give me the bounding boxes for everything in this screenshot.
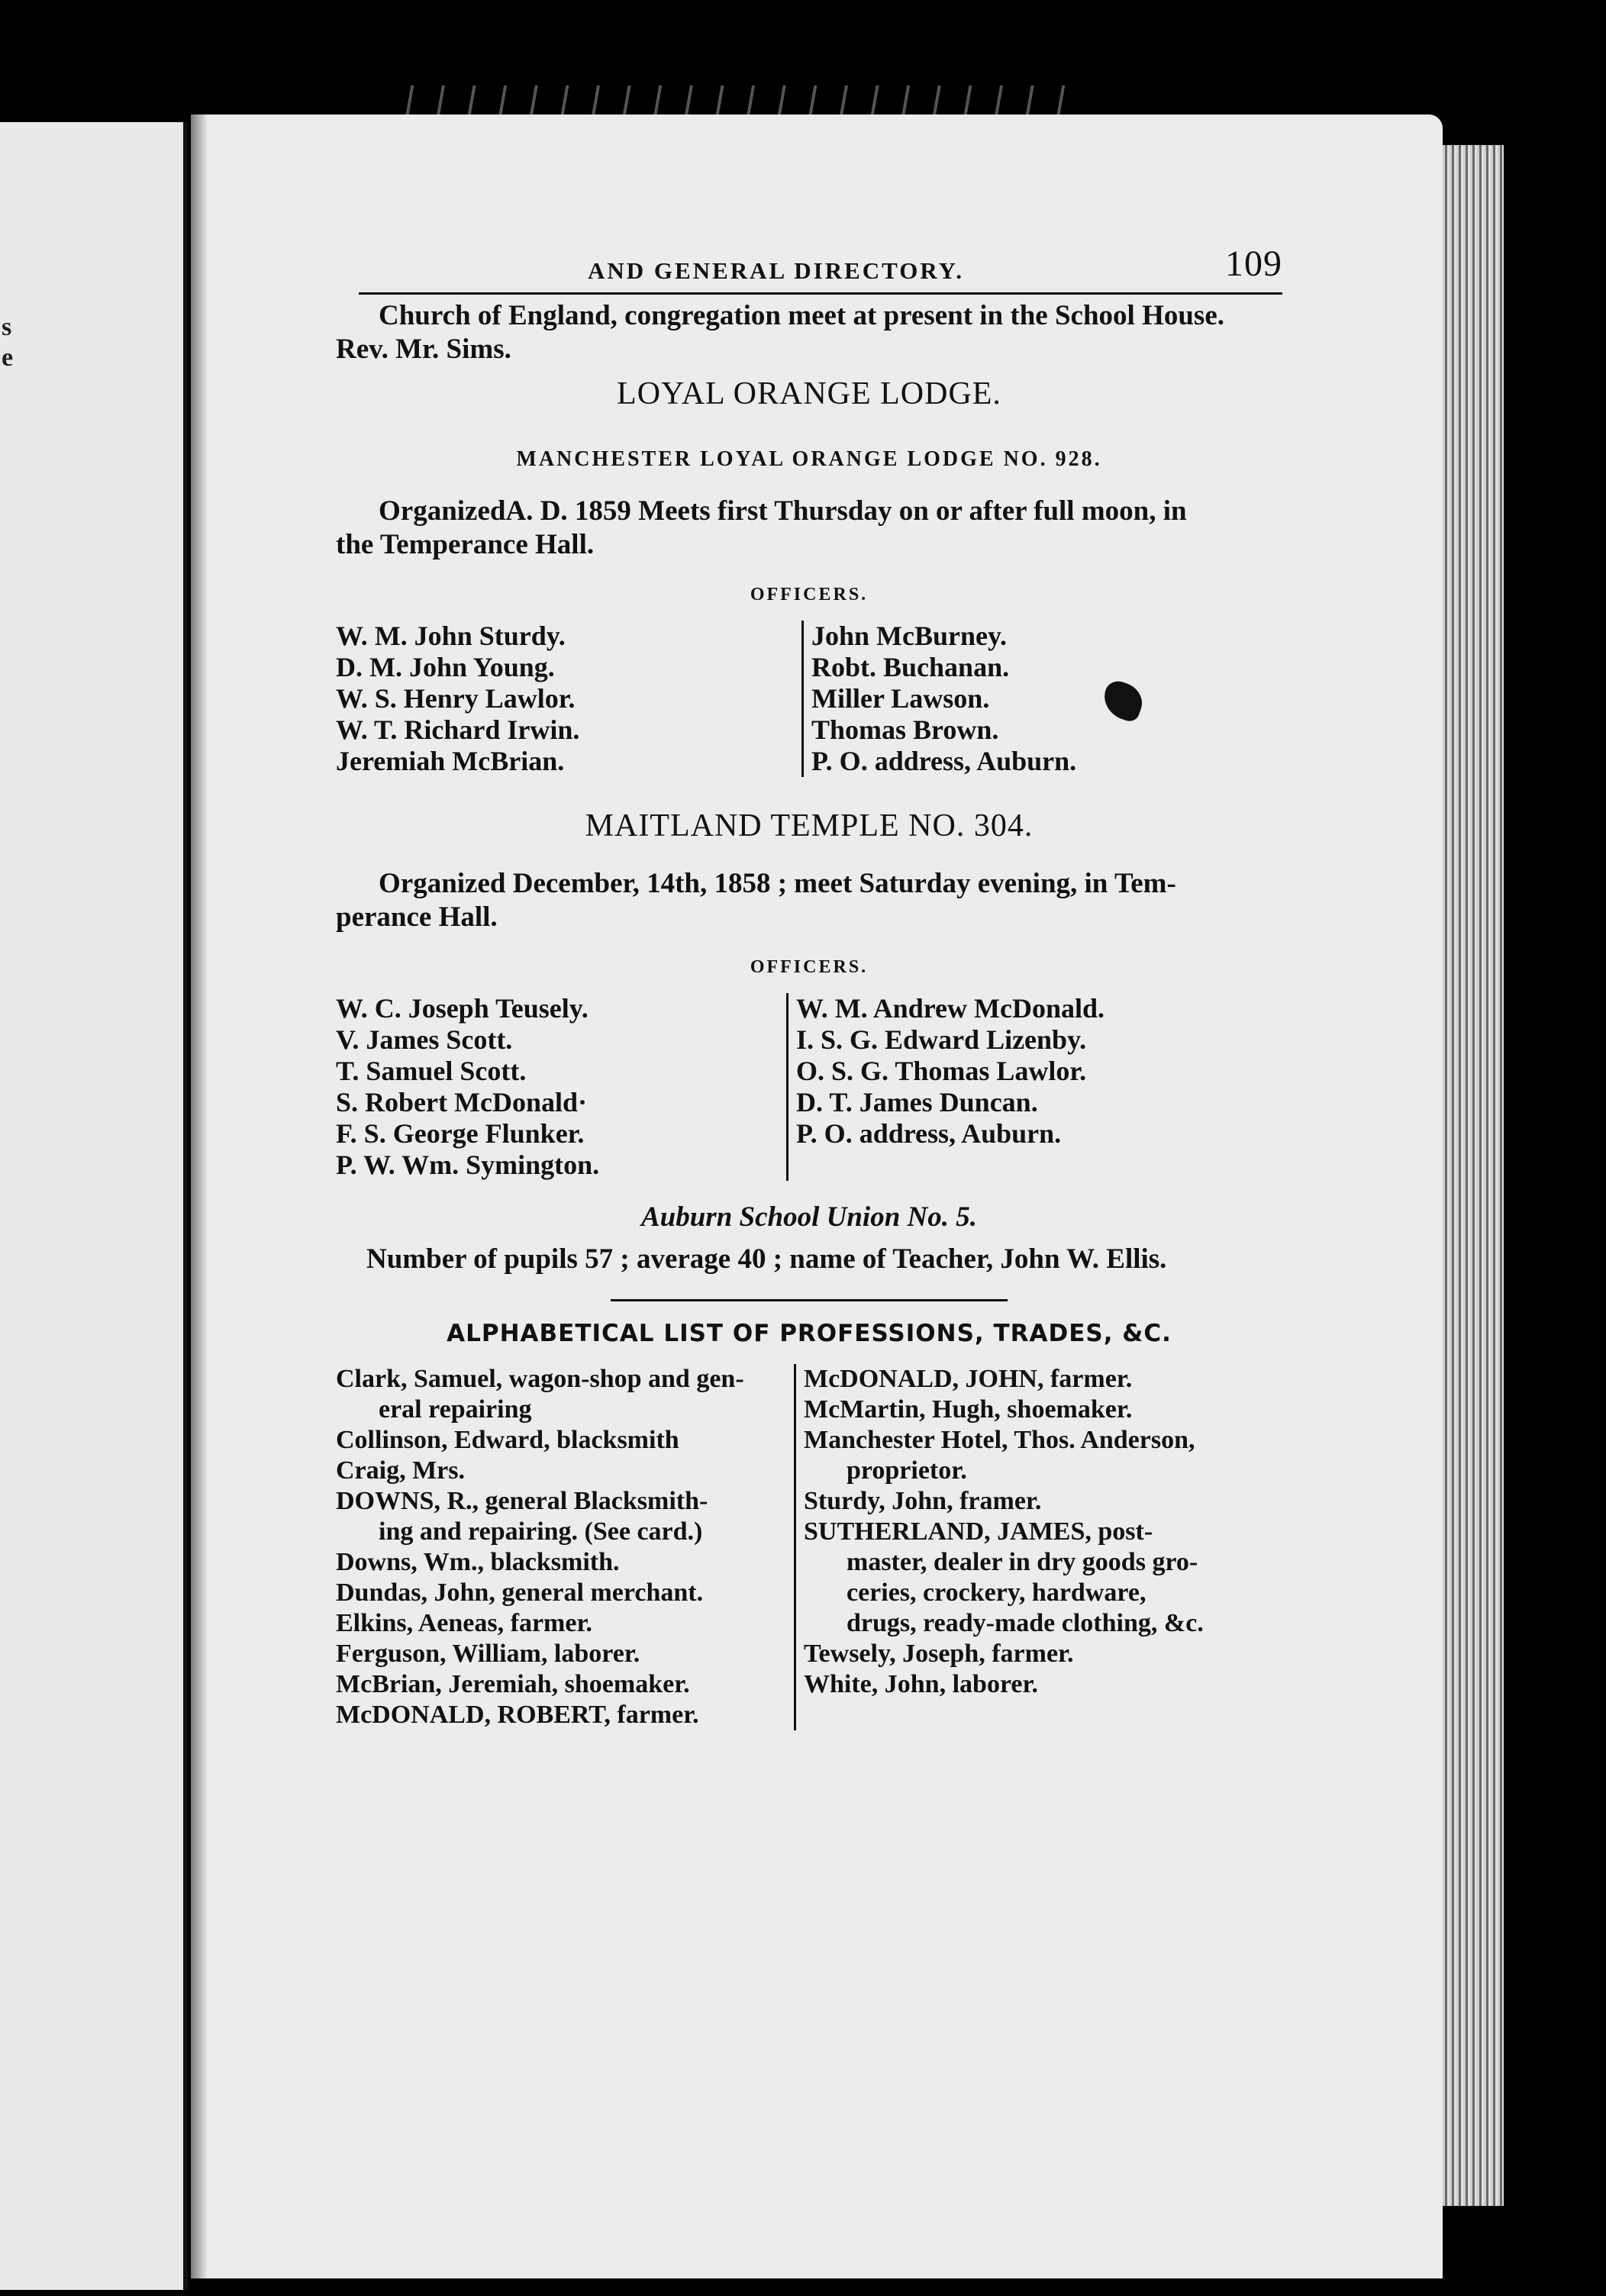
officer-entry: D. M. John Young.: [336, 652, 555, 682]
officer-entry: F. S. George Flunker.: [336, 1118, 585, 1149]
loyal-orange-title: LOYAL ORANGE LODGE.: [617, 376, 1001, 411]
loyal-orange-officers: [336, 621, 1282, 777]
section-rule: [611, 1299, 1008, 1301]
maitland-title: MAITLAND TEMPLE NO. 304.: [585, 808, 1034, 843]
officer-entry: P. W. Wm. Symington.: [336, 1150, 600, 1180]
list-item: White, John, laborer.: [804, 1670, 1038, 1698]
officer-entry: W. C. Joseph Teusely.: [336, 993, 589, 1024]
maitland-venue: perance Hall.: [336, 901, 498, 933]
officer-entry: Miller Lawson.: [811, 683, 990, 714]
facing-page: [0, 122, 188, 2290]
alpha-left-column: [336, 1364, 794, 1730]
list-item: McBrian, Jeremiah, shoemaker.: [336, 1670, 690, 1698]
list-item: Sturdy, John, framer.: [804, 1487, 1042, 1515]
list-item: Craig, Mrs.: [336, 1456, 466, 1485]
officer-entry: W. M. John Sturdy.: [336, 621, 566, 651]
list-item: Manchester Hotel, Thos. Anderson, proprietor.: [804, 1426, 1195, 1485]
list-item: Dundas, John, general merchant.: [336, 1578, 704, 1607]
list-item: McDONALD, JOHN, farmer.: [804, 1365, 1133, 1393]
list-item: Clark, Samuel, wagon-shop and gen- eral repairing: [336, 1365, 744, 1424]
edge-letter: e: [2, 343, 14, 372]
header-rule: [359, 292, 1282, 295]
loyal-orange-organized: OrganizedA. D. 1859 Meets first Thursday on or after full moon, in: [379, 495, 1187, 527]
top-edge-smudge: [397, 85, 1084, 116]
officer-entry: W. S. Henry Lawlor.: [336, 683, 576, 714]
officer-entry: W. T. Richard Irwin.: [336, 714, 580, 745]
school-details: Number of pupils 57 ; average 40 ; name of Teacher, John W. Ellis.: [366, 1243, 1167, 1275]
running-head-title: AND GENERAL DIRECTORY.: [588, 257, 964, 284]
spine-shadow: [191, 114, 208, 2278]
alpha-right-column: [794, 1364, 1277, 1730]
list-item: DOWNS, R., general Blacksmith- ing and repairing. (See card.): [336, 1487, 708, 1546]
officers-right-column: [786, 993, 1254, 1181]
officer-entry: Robt. Buchanan.: [811, 652, 1010, 682]
school-title: Auburn School Union No. 5.: [640, 1201, 978, 1233]
maitland-organized: Organized December, 14th, 1858 ; meet Saturday evening, in Tem-: [379, 868, 1176, 899]
officer-entry: W. M. Andrew McDonald.: [796, 993, 1105, 1024]
list-item: SUTHERLAND, JAMES, post- master, dealer in dry goods gro- ceries, crockery, hardware, drugs, ready-made clothing, &c.: [804, 1517, 1204, 1637]
officer-entry: P. O. address, Auburn.: [811, 746, 1077, 776]
list-item: Elkins, Aeneas, farmer.: [336, 1609, 592, 1637]
page-content: [336, 243, 1282, 1730]
officer-entry: Thomas Brown.: [811, 714, 999, 745]
officer-entry: V. James Scott.: [336, 1024, 513, 1055]
alphabetical-list-title: ALPHABETICAL LIST OF PROFESSIONS, TRADES, &C.: [447, 1320, 1172, 1347]
officers-left-column: [336, 993, 786, 1181]
list-item: Ferguson, William, laborer.: [336, 1640, 640, 1668]
officer-entry: S. Robert McDonald·: [336, 1087, 587, 1117]
page-number: 109: [1225, 243, 1282, 284]
officer-entry: Jeremiah McBrian.: [336, 746, 565, 776]
officers-left-column: [336, 621, 801, 777]
loyal-orange-subtitle: MANCHESTER LOYAL ORANGE LODGE NO. 928.: [516, 447, 1102, 471]
officers-label: OFFICERS.: [750, 957, 869, 977]
list-item: McDONALD, ROBERT, farmer.: [336, 1701, 699, 1729]
list-item: Tewsely, Joseph, farmer.: [804, 1640, 1074, 1668]
maitland-officers: [336, 993, 1282, 1181]
loyal-orange-venue: the Temperance Hall.: [336, 529, 595, 560]
officer-entry: John McBurney.: [811, 621, 1008, 651]
list-item: McMartin, Hugh, shoemaker.: [804, 1395, 1133, 1424]
edge-letter: s: [2, 313, 12, 341]
officer-entry: P. O. address, Auburn.: [796, 1118, 1062, 1149]
church-minister: Rev. Mr. Sims.: [336, 334, 511, 365]
running-header: [336, 243, 1282, 292]
officer-entry: I. S. G. Edward Lizenby.: [796, 1024, 1087, 1055]
alphabetical-list: [336, 1364, 1282, 1730]
page-edges: [1443, 145, 1504, 2206]
officers-label: OFFICERS.: [750, 585, 869, 605]
list-item: Downs, Wm., blacksmith.: [336, 1548, 620, 1576]
officer-entry: O. S. G. Thomas Lawlor.: [796, 1056, 1087, 1086]
officers-right-column: [801, 621, 1076, 777]
list-item: Collinson, Edward, blacksmith: [336, 1426, 679, 1454]
church-line: Church of England, congregation meet at present in the School House.: [379, 300, 1224, 331]
officer-entry: T. Samuel Scott.: [336, 1056, 527, 1086]
officer-entry: D. T. James Duncan.: [796, 1087, 1038, 1117]
